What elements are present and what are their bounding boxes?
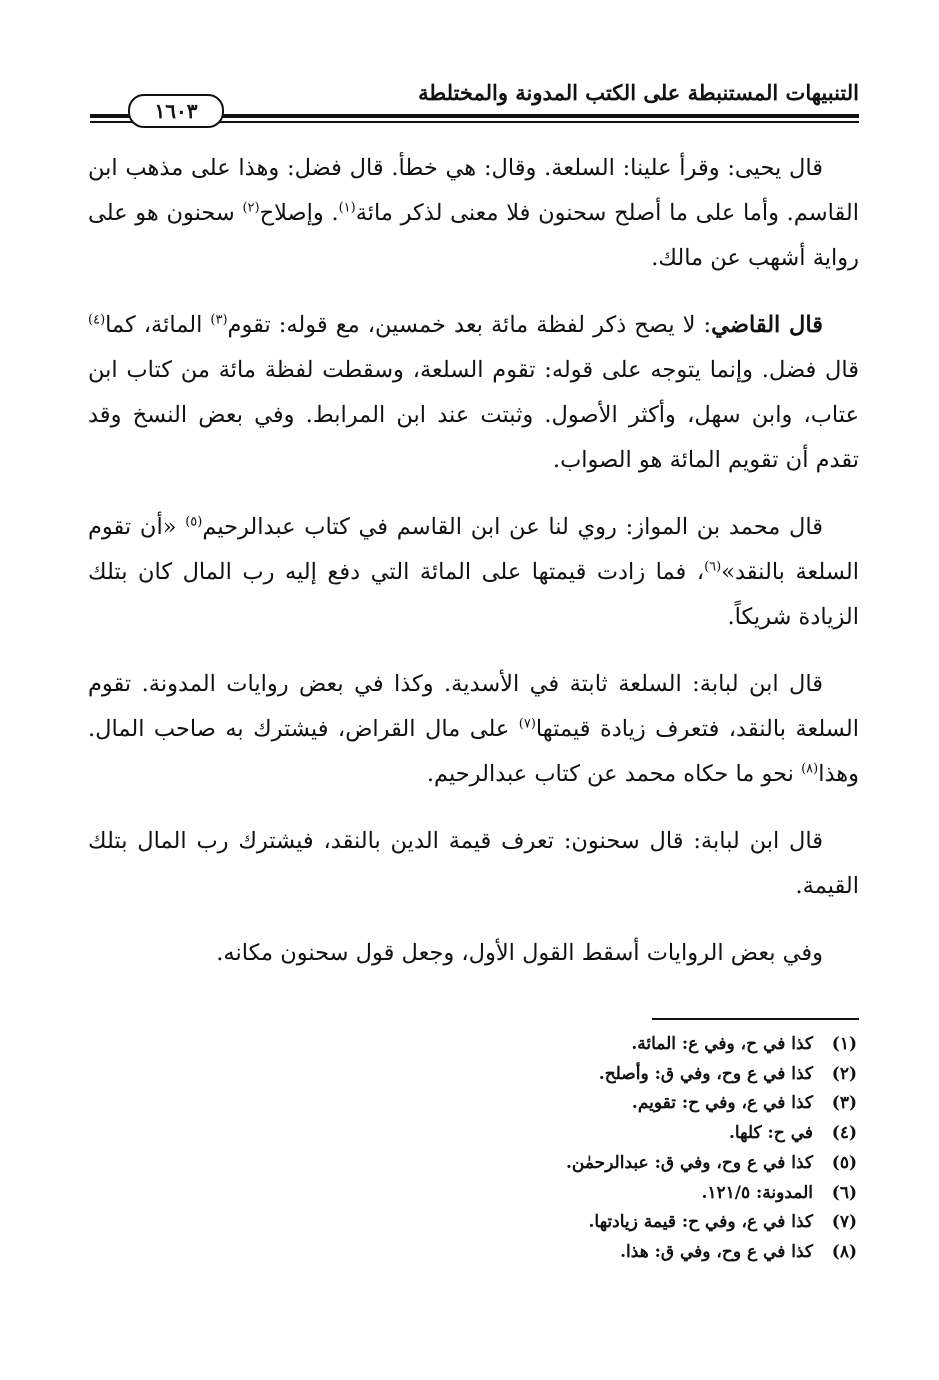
speaker-label: قال القاضي [711,312,824,338]
footnote-number: (٢) [831,1063,857,1084]
footnote-item [100,1238,857,1268]
page-number-frame [128,94,224,128]
footnote-item [100,1119,857,1149]
footnote-item [100,1149,857,1179]
footnote-number: (٨) [831,1241,857,1262]
running-title: التنبيهات المستنبطة على الكتب المدونة والمختلطة [418,80,859,105]
paragraph [88,146,859,281]
footnotes [100,1030,857,1268]
footnote-number: (٣) [831,1093,857,1114]
text-run: . وإصلاح [259,200,339,226]
footnote-item [100,1208,857,1238]
footnote-item [100,1030,857,1060]
text-run: وفي بعض الروايات أسقط القول الأول، وجعل قول سحنون مكانه. [216,940,823,966]
footnote-number: (٤) [831,1123,857,1144]
footnote-ref: (٢) [242,200,260,216]
footnote-text: كذا في ع وح، وفي ق: وأصلح. [598,1063,813,1084]
footnote-item [100,1060,857,1090]
footnote-text: كذا في ع، وفي ح: قيمة زيادتها. [588,1212,813,1233]
footnote-number: (٥) [831,1152,857,1173]
footnote-ref: (٥) [185,514,203,530]
main-text [88,146,859,998]
footnote-ref: (٦) [704,559,722,575]
footnote-item [100,1089,857,1119]
text-run: قال محمد بن المواز: روي لنا عن ابن القاسم في كتاب عبدالرحيم [202,514,824,540]
footnote-text: كذا في ع وح، وفي ق: عبدالرحمٰن. [565,1152,813,1173]
text-run: : لا يصح ذكر لفظة مائة بعد خمسين، مع قوله: تقوم [227,312,712,338]
footnote-text: كذا في ع، وفي ح: تقويم. [631,1093,813,1114]
footnote-separator [652,1018,859,1020]
text-run: على مال القراض، فيشترك به صاحب المال. وهذا [88,716,859,787]
footnote-ref: (٤) [88,312,106,328]
page-number: ١٦٠٣ [154,99,198,123]
footnote-ref: (٨) [801,761,819,777]
footnote-text: في ح: كلها. [728,1123,813,1144]
footnote-number: (١) [831,1034,857,1054]
footnote-text: كذا في ح، وفي ع: المائة. [631,1034,813,1054]
text-run: سحنون هو على رواية أشهب عن مالك. [88,200,859,271]
paragraph [88,505,859,640]
text-run: المائة، كما [105,312,211,338]
paragraph [88,303,859,483]
footnote-number: (٧) [831,1212,857,1233]
text-run: «أن تقوم السلعة بالنقد» [88,514,859,585]
text-run: قال ابن لبابة: السلعة ثابتة في الأسدية. وكذا في بعض روايات المدونة. تقوم السلعة بالنقد، فتعرف زيادة قيمتها [88,671,859,742]
paragraph [88,662,859,797]
text-run: ، فما زادت قيمتها على المائة التي دفع إليه رب المال كان بتلك الزيادة شريكاً. [88,559,859,630]
text-run: قال فضل. وإنما يتوجه على قوله: تقوم السلعة، وسقطت لفظة مائة من كتاب ابن عتاب، وابن سهل، وأكثر الأصول. وثبتت عند ابن المرابط. وفي بعض النسخ وقد تقدم أن تقويم المائة هو الصواب. [88,357,859,473]
text-run: نحو ما حكاه محمد عن كتاب عبدالرحيم. [426,761,802,787]
footnote-text: المدونة: ١٢١/٥. [701,1182,813,1203]
text-run: قال ابن لبابة: قال سحنون: تعرف قيمة الدين بالنقد، فيشترك رب المال بتلك القيمة. [88,828,859,899]
footnote-text: كذا في ع وح، وفي ق: هذا. [620,1241,813,1262]
footnote-ref: (٣) [210,312,228,328]
footnote-ref: (١) [338,200,356,216]
footnote-ref: (٧) [518,716,536,732]
paragraph [88,819,859,909]
footnote-item [100,1179,857,1209]
text-run: قال يحيى: وقرأ علينا: السلعة. وقال: هي خطأ. قال فضل: وهذا على مذهب ابن القاسم. وأما على ما أصلح سحنون فلا معنى لذكر مائة [88,155,859,226]
paragraph [88,931,859,976]
footnote-number: (٦) [831,1182,857,1203]
